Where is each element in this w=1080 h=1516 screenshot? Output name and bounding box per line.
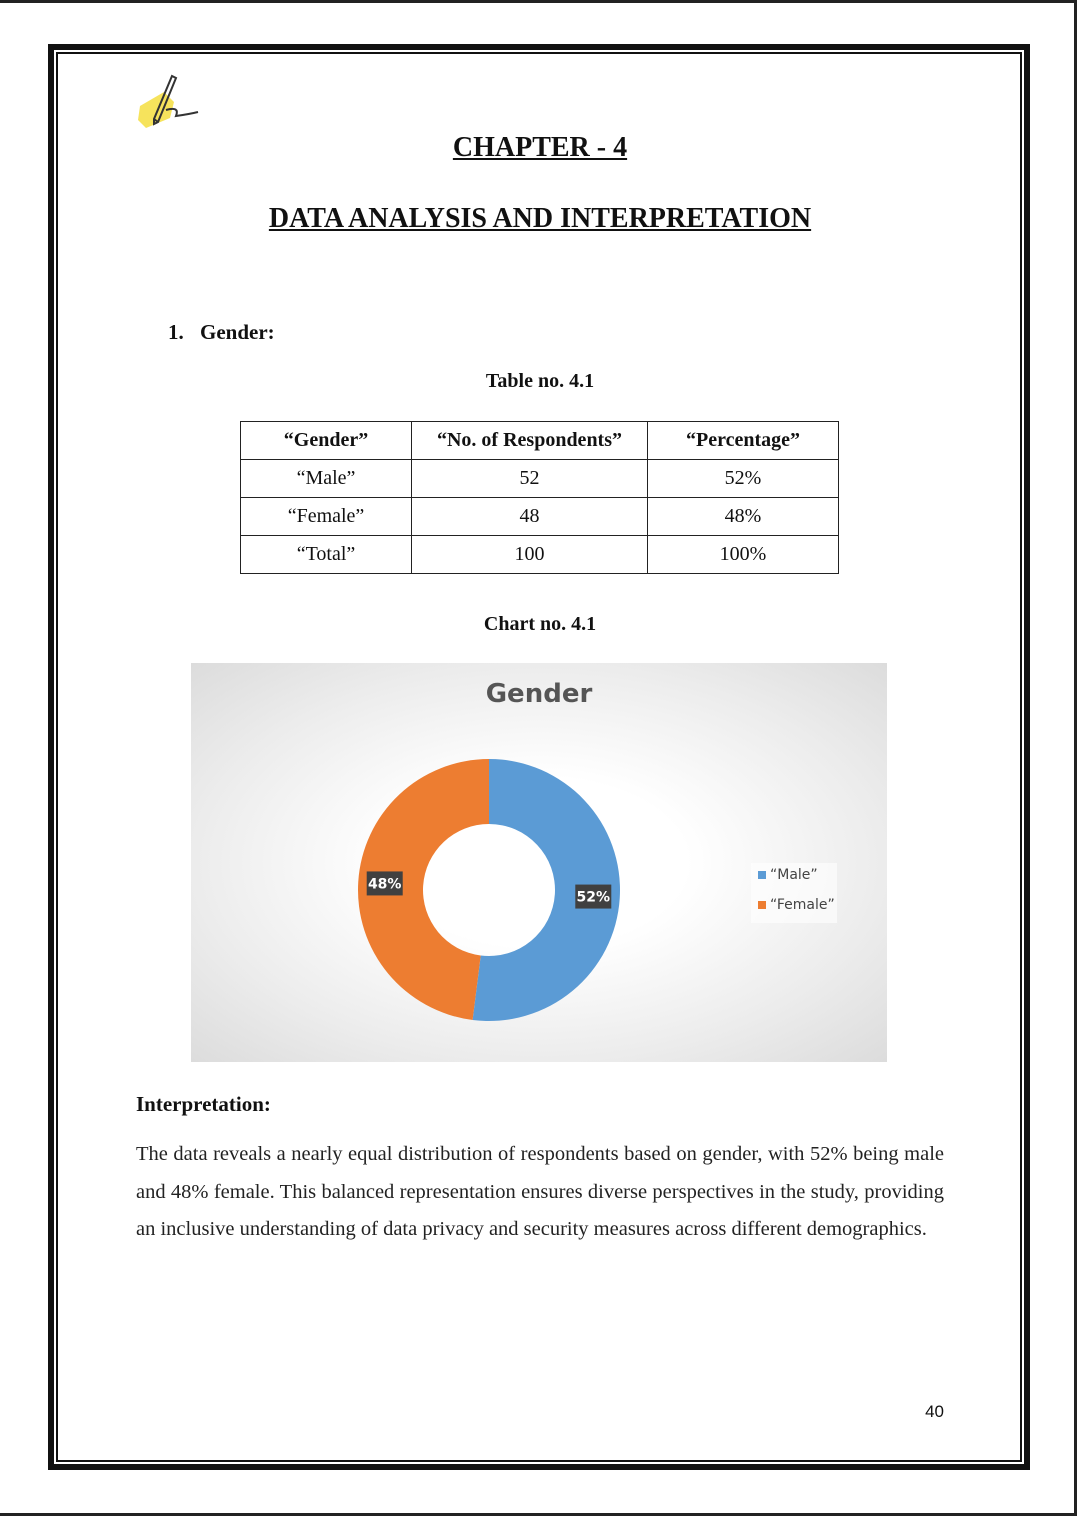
table-cell: 100% bbox=[648, 536, 839, 574]
legend-label: “Male” bbox=[770, 867, 818, 883]
gender-chart bbox=[191, 663, 887, 1062]
table-header-row bbox=[241, 422, 839, 460]
section-number: 1. bbox=[168, 320, 184, 344]
table-cell: 100 bbox=[412, 536, 648, 574]
svg-text:48%: 48% bbox=[367, 876, 402, 893]
table-header-cell: “Percentage” bbox=[648, 422, 839, 460]
interpretation-heading: Interpretation: bbox=[136, 1092, 271, 1116]
legend-swatch-female bbox=[758, 901, 766, 909]
data-label-1 bbox=[367, 871, 403, 895]
legend-swatch-male bbox=[758, 871, 766, 879]
svg-text:52%: 52% bbox=[576, 889, 611, 906]
chapter-heading: CHAPTER - 4 bbox=[452, 132, 628, 163]
table-header-cell: “Gender” bbox=[241, 422, 412, 460]
interpretation-text: The data reveals a nearly equal distribution of respondents based on gender, with 52% being male and 48% female. This balanced representation ensures diverse perspectives in the study, providing an inclusive understanding of data privacy and security measures across different demographics. bbox=[136, 1143, 944, 1240]
section-heading bbox=[168, 320, 275, 345]
legend-label: “Female” bbox=[770, 897, 835, 913]
chart-caption: Chart no. 4.1 bbox=[483, 613, 597, 635]
table-header-cell: “No. of Respondents” bbox=[412, 422, 648, 460]
table-row bbox=[241, 536, 839, 574]
table-row bbox=[241, 498, 839, 536]
table-cell: “Total” bbox=[241, 536, 412, 574]
table-cell: “Female” bbox=[241, 498, 412, 536]
chart-title: Gender bbox=[485, 679, 593, 709]
page-title: DATA ANALYSIS AND INTERPRETATION bbox=[268, 203, 812, 234]
gender-table bbox=[240, 421, 839, 574]
table-cell: 52 bbox=[412, 460, 648, 498]
table-cell: 48% bbox=[648, 498, 839, 536]
table-cell: 48 bbox=[412, 498, 648, 536]
table-cell: “Male” bbox=[241, 460, 412, 498]
data-label-0 bbox=[575, 885, 611, 909]
chart-legend bbox=[751, 863, 837, 923]
page-number: 40 bbox=[925, 1402, 944, 1421]
table-row bbox=[241, 460, 839, 498]
table-caption: Table no. 4.1 bbox=[485, 370, 595, 392]
section-label: Gender: bbox=[200, 320, 275, 344]
legend-item bbox=[751, 893, 837, 923]
legend-item bbox=[751, 863, 837, 893]
table-cell: 52% bbox=[648, 460, 839, 498]
pen-signature-icon bbox=[136, 72, 206, 134]
